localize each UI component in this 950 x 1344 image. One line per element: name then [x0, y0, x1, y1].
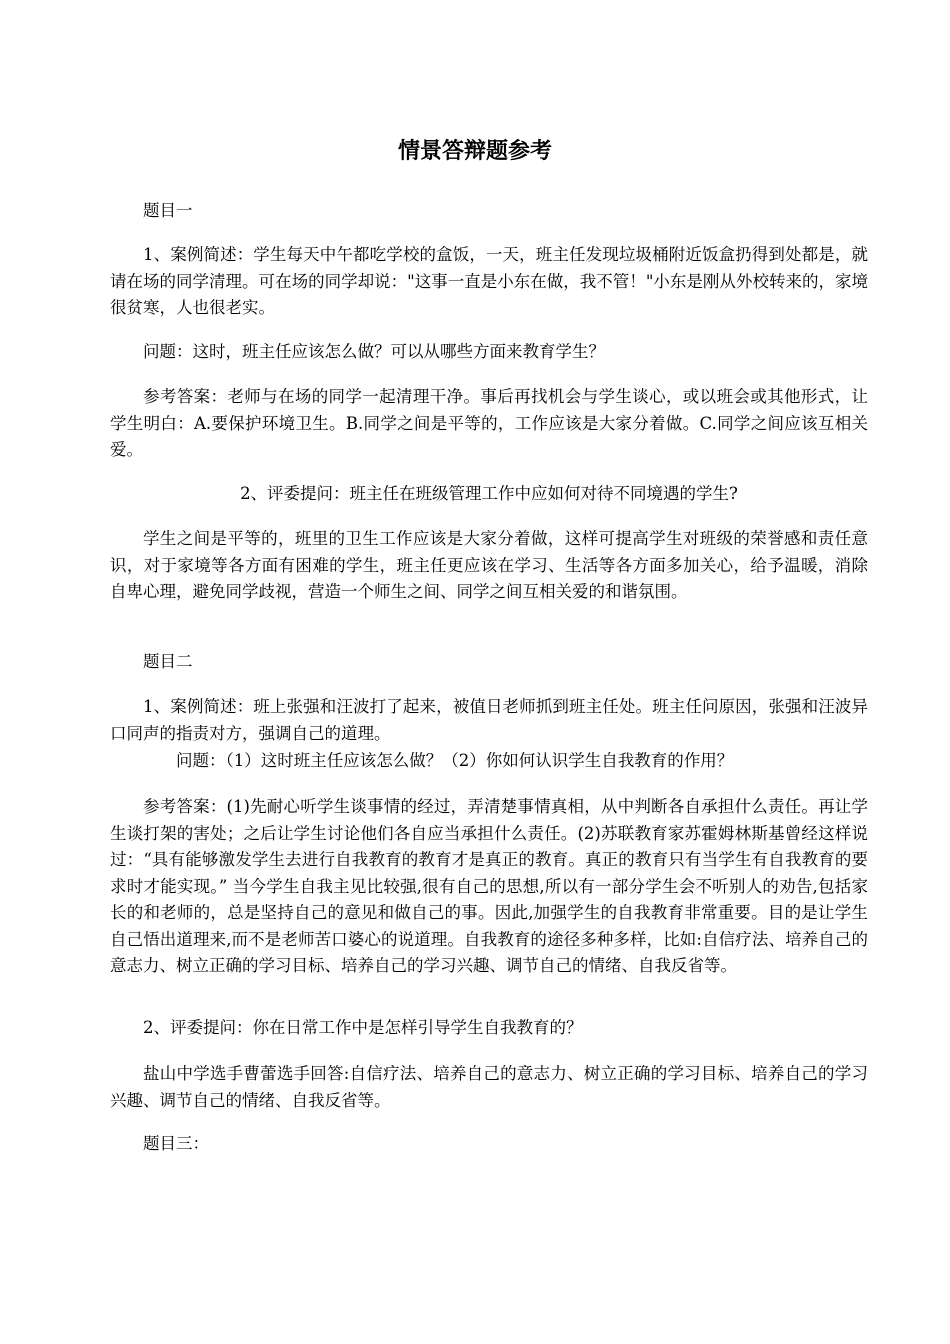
- section-heading-3: 题目三：: [143, 1134, 209, 1153]
- section-heading-1: 题目一: [143, 201, 193, 220]
- case-description-1: 1、案例简述：学生每天中午都吃学校的盒饭，一天，班主任发现垃圾桶附近饭盒扔得到处都是，就请在场的同学清理。可在场的同学却说："这事一直是小东在做，我不管！"小东是刚从外校转来的，家境很贫寒，人也很老实。: [110, 245, 868, 317]
- section-heading-2: 题目二: [143, 652, 193, 671]
- question-1: 问题：这时，班主任应该怎么做？可以从哪些方面来教育学生？: [143, 342, 605, 361]
- document-title: 情景答辩题参考: [397, 138, 552, 164]
- judge-question-1: 2、评委提问：班主任在班级管理工作中应如何对待不同境遇的学生?: [240, 484, 738, 503]
- reference-answer-2: 参考答案：(1)先耐心听学生谈事情的经过，弄清楚事情真相，从中判断各自承担什么责任。再让学生谈打架的害处；之后让学生讨论他们各自应当承担什么责任。(2)苏联教育家苏霍姆林斯基曾经这样说过：“具有能够激发学生去进行自我教育的教育才是真正的教育。真正的教育只有当学生有自我教育的要求时才能实现。” 当今学生自我主见比较强,很有自己的思想,所以有一部分学生会不听别人的劝告,包括家长的和老师的，总是坚持自己的意见和做自己的事。因此,加强学生的自我教育非常重要。目的是让学生自己悟出道理来,而不是老师苦口婆心的说道理。自我教育的途径多种多样，比如:自信疗法、培养自己的意志力、树立正确的学习目标、培养自己的学习兴趣、调节自己的情绪、自我反省等。: [110, 797, 868, 975]
- question-2: 问题：（1）这时班主任应该怎么做？（2）你如何认识学生自我教育的作用？: [176, 751, 734, 770]
- reference-answer-1: 参考答案：老师与在场的同学一起清理干净。事后再找机会与学生谈心，或以班会或其他形式，让学生明白：A.要保护环境卫生。B.同学之间是平等的，工作应该是大家分着做。C.同学之间应该互相关爱。: [110, 387, 868, 459]
- judge-answer-1: 学生之间是平等的，班里的卫生工作应该是大家分着做，这样可提高学生对班级的荣誉感和责任意识，对于家境等各方面有困难的学生，班主任更应该在学习、生活等各方面多加关心，给予温暖，消除自卑心理，避免同学歧视，营造一个师生之间、同学之间互相关爱的和谐氛围。: [110, 529, 868, 601]
- judge-question-2: 2、评委提问：你在日常工作中是怎样引导学生自我教育的？: [143, 1018, 583, 1037]
- case-description-2: 1、案例简述：班上张强和汪波打了起来，被值日老师抓到班主任处。班主任问原因，张强和汪波异口同声的指责对方，强调自己的道理。: [110, 697, 868, 743]
- judge-answer-2: 盐山中学选手曹蕾选手回答:自信疗法、培养自己的意志力、树立正确的学习目标、培养自己的学习兴趣、调节自己的情绪、自我反省等。: [110, 1064, 868, 1110]
